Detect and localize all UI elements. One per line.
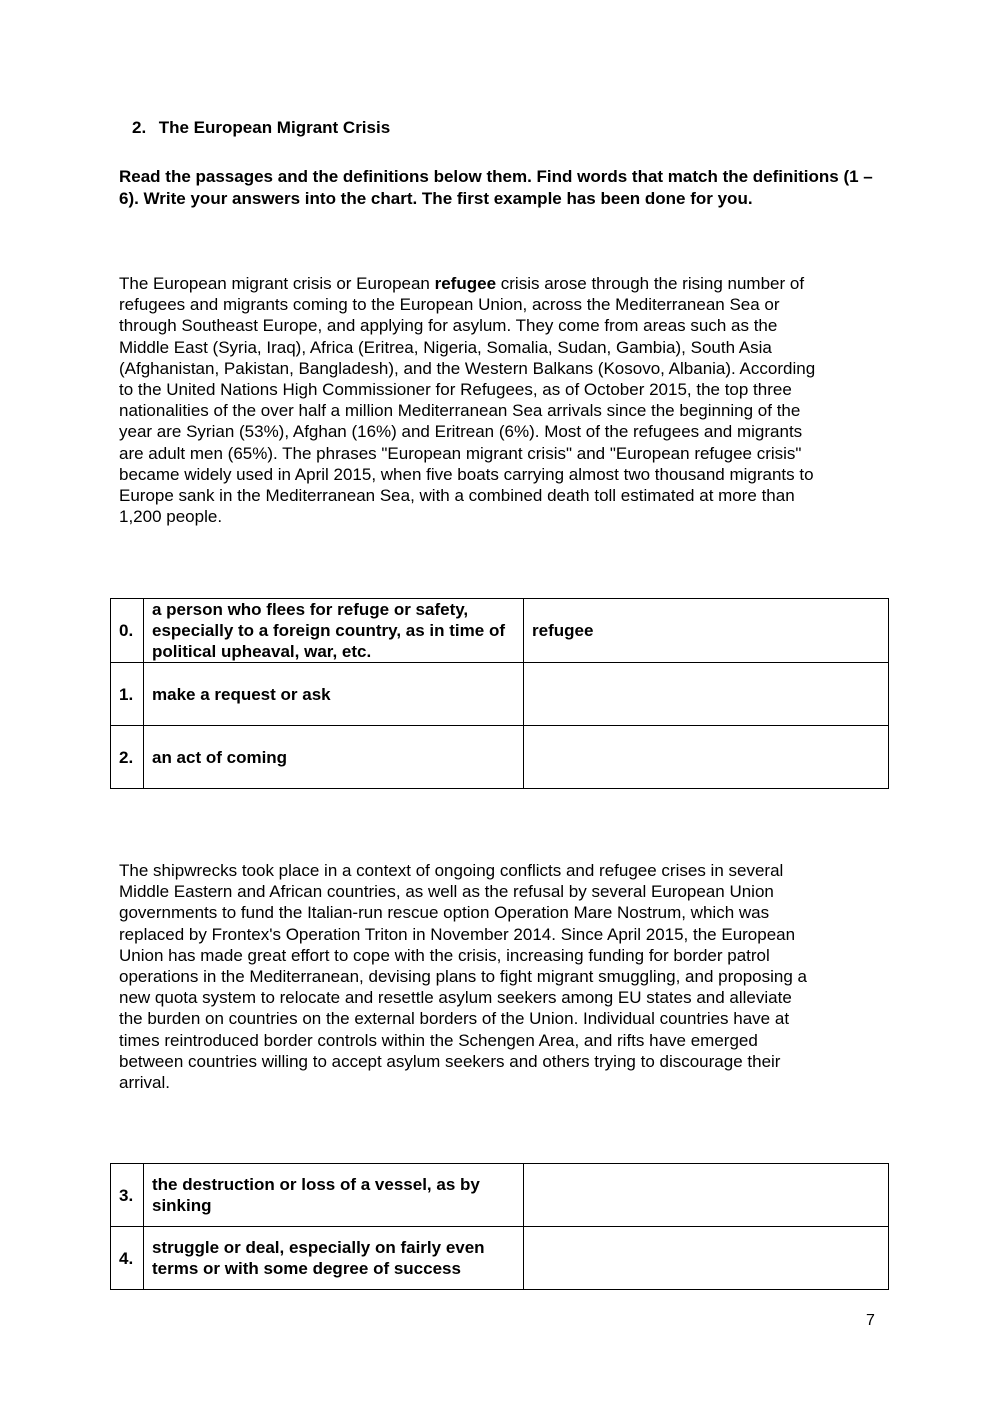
- passage-2: [119, 860, 889, 1093]
- table-row: [111, 663, 889, 726]
- section-title: The European Migrant Crisis: [158, 118, 391, 137]
- passage-line: nationalities of the over half a million Mediterranean Sea arrivals since the beginning of the: [119, 401, 801, 421]
- passage-line: through Southeast Europe, and applying for asylum. They come from areas such as the: [119, 316, 778, 336]
- passage-line: times reintroduced border controls within the Schengen Area, and rifts have emerged: [119, 1030, 758, 1050]
- passage-line: the burden on countries on the external borders of the Union. Individual countries have at: [119, 1009, 790, 1029]
- passage-line: refugees and migrants coming to the European Union, across the Mediterranean Sea or: [119, 295, 780, 315]
- section-heading: [132, 118, 390, 138]
- passage-line: Europe sank in the Mediterranean Sea, with a combined death toll estimated at more than: [119, 486, 795, 506]
- passage-1: [119, 273, 889, 527]
- passage-line: Middle East (Syria, Iraq), Africa (Eritrea, Nigeria, Somalia, Sudan, Gambia), South Asia: [119, 337, 772, 357]
- passage-line: became widely used in April 2015, when five boats carrying almost two thousand migrants to: [119, 464, 814, 484]
- passage-line: are adult men (65%). The phrases "European migrant crisis" and "European refugee crisis": [119, 443, 802, 463]
- vocabulary-table-1: [110, 598, 889, 789]
- passage-line: operations in the Mediterranean, devising plans to fight migrant smuggling, and proposing a: [119, 967, 807, 987]
- instructions: Read the passages and the definitions below them. Find words that match the definitions (1 – 6). Write your answers into the chart. The first example has been done for you.: [119, 167, 873, 208]
- passage-line: to the United Nations High Commissioner for Refugees, as of October 2015, the top three: [119, 380, 792, 400]
- definition-cell: struggle or deal, especially on fairly even terms or with some degree of success: [144, 1227, 524, 1290]
- definition-cell: an act of coming: [144, 726, 524, 789]
- passage-line: (Afghanistan, Pakistan, Bangladesh), and the Western Balkans (Kosovo, Albania). According: [119, 358, 816, 378]
- row-number: 3.: [111, 1164, 144, 1227]
- passage-line: new quota system to relocate and resettle asylum seekers among EU states and alleviate: [119, 988, 792, 1008]
- passage-line: replaced by Frontex's Operation Triton in November 2014. Since April 2015, the European: [119, 924, 796, 944]
- passage-line: Middle Eastern and African countries, as well as the refusal by several European Union: [119, 882, 774, 902]
- keyword-refugee: refugee: [434, 274, 497, 293]
- answer-cell[interactable]: [524, 663, 889, 726]
- row-number: 2.: [111, 726, 144, 789]
- answer-cell[interactable]: [524, 1227, 889, 1290]
- table-row: [111, 1227, 889, 1290]
- row-number: 4.: [111, 1227, 144, 1290]
- passage-line: 1,200 people.: [119, 507, 223, 527]
- passage-line: year are Syrian (53%), Afghan (16%) and Eritrean (6%). Most of the refugees and migrants: [119, 422, 803, 442]
- definition-cell: the destruction or loss of a vessel, as by sinking: [144, 1164, 524, 1227]
- passage-line: The shipwrecks took place in a context of ongoing conflicts and refugee crises in several: [119, 861, 784, 880]
- table-row: [111, 726, 889, 789]
- answer-cell[interactable]: [524, 726, 889, 789]
- passage-text: crisis arose through the rising number of: [496, 274, 805, 293]
- passage-text: The European migrant crisis or European: [119, 274, 435, 293]
- definition-cell: make a request or ask: [144, 663, 524, 726]
- passage-line: [119, 273, 889, 294]
- passage-line: Union has made great effort to cope with the crisis, increasing funding for border patrol: [119, 945, 770, 965]
- answer-cell[interactable]: refugee: [524, 599, 889, 663]
- passage-line: governments to fund the Italian-run rescue option Operation Mare Nostrum, which was: [119, 903, 770, 923]
- definition-cell: a person who flees for refuge or safety, especially to a foreign country, as in time of political upheaval, war, etc.: [144, 599, 524, 663]
- vocabulary-table-2: [110, 1163, 889, 1290]
- passage-line: between countries willing to accept asylum seekers and others trying to discourage their: [119, 1051, 781, 1071]
- table-row: [111, 599, 889, 663]
- section-number: 2.: [132, 118, 147, 137]
- row-number: 0.: [111, 599, 144, 663]
- table-row: [111, 1164, 889, 1227]
- row-number: 1.: [111, 663, 144, 726]
- page-number: 7: [866, 1312, 875, 1329]
- answer-cell[interactable]: [524, 1164, 889, 1227]
- passage-line: arrival.: [119, 1073, 171, 1093]
